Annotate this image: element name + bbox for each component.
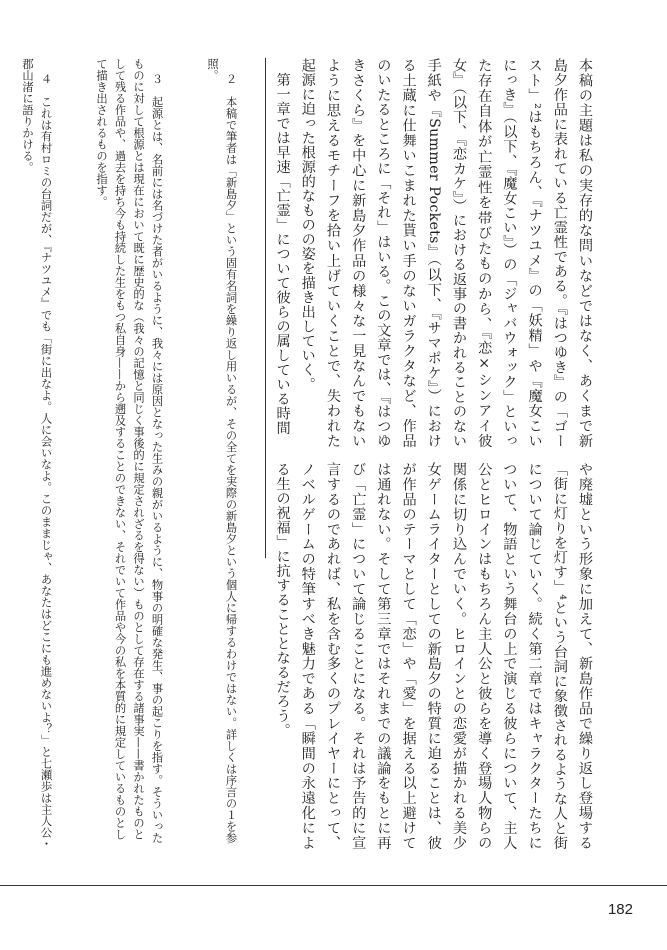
main-text-lower: や廃墟という形象に加えて、新島作品で繰り返し登場する「街に灯りを灯す」⁴という台詞に象徴されるような人と街について論じていく。続く第二章ではキャラクターたちについて、物語という舞台の上で演じる彼らについて、主人公とヒロインはもちろん主人公と彼らを導く登場人物らの関係に切り込んでいく。ヒロインとの恋愛が描かれる美少女ゲームライターとしての新島夕の特質に迫ることは、彼が作品のテーマとして「恋」や「愛」を据える以上避けては通れない。そして第三章ではそれまでの議論をもとに再び「亡霊」について論じることになる。それは予告的に宣言するのであれば、私を含む多くのプレイヤーにとって、ノベルゲームの特筆すべき魅力である「瞬間の永遠化による生の祝福」に抗することとなるだろう。 <box>274 462 593 850</box>
footnote-3: ３ 起源とは、名前には名づけた者がいるように、我々には原因となった生みの親がいるように、物事の明確な発生、事の起こりを指す。そういったものに対して根源とは現在において既に歴史的な（我々の記憶と同じく事後的に規定されざるを得ない）ものとして存在する諸事実——書かれたものとして残る作品や、過去を持ち今も持続した生をもつ私自身——から遡及することのできない、それでいて作品や今の私を本質的に規定しているものとして描き出されるものを指す。 <box>95 58 164 844</box>
page-number: 182 <box>607 901 633 918</box>
footnote-2: ２ 本稿で筆者は「新島夕」という固有名詞を繰り返し用いるが、その全てを実際の新島夕という個人に帰するわけではない。詳しくは序言の１を参照。 <box>206 58 238 844</box>
footnotes <box>21 58 258 850</box>
footnote-divider <box>265 58 266 558</box>
footer-rule <box>0 885 667 886</box>
main-text-upper: 本稿の主題は私の実存的な問いなどではなく、あくまで新島夕作品に表れている亡霊性である。『はつゆき』の「ゴースト」²はもちろん、『ナツユメ』の「妖精」や『魔女こいにっき』（以下、『魔女こい』）の「ジャバウォック」といった存在自体が亡霊性を帯びたものから、『恋×シンアイ彼女』（以下、『恋カケ』）における返事の書かれることのない手紙や『Summer Pockets』（以下、『サマポケ』）における土蔵に仕舞いこまれた貰い手のないガラクタなど、作品のいたるところに「それ」はいる。この文章では、『はつゆきさくら』を中心に新島夕作品の様々な一見なんでもないように思えるモチーフを拾い上げていくことで、失われた起源に迫った根源的なものの姿を描き出していく。 第一章では早速「亡霊」について彼らの属している時間 <box>274 58 593 448</box>
footnote-4: ４ これは有村ロミの台詞だが、『ナツユメ』でも「街に出なよ。人に会いなよ。このままじゃ、あなたはどこにも進めないよ？」と七瀬歩は主人公・郡山渚に語りかける。 <box>21 58 53 850</box>
